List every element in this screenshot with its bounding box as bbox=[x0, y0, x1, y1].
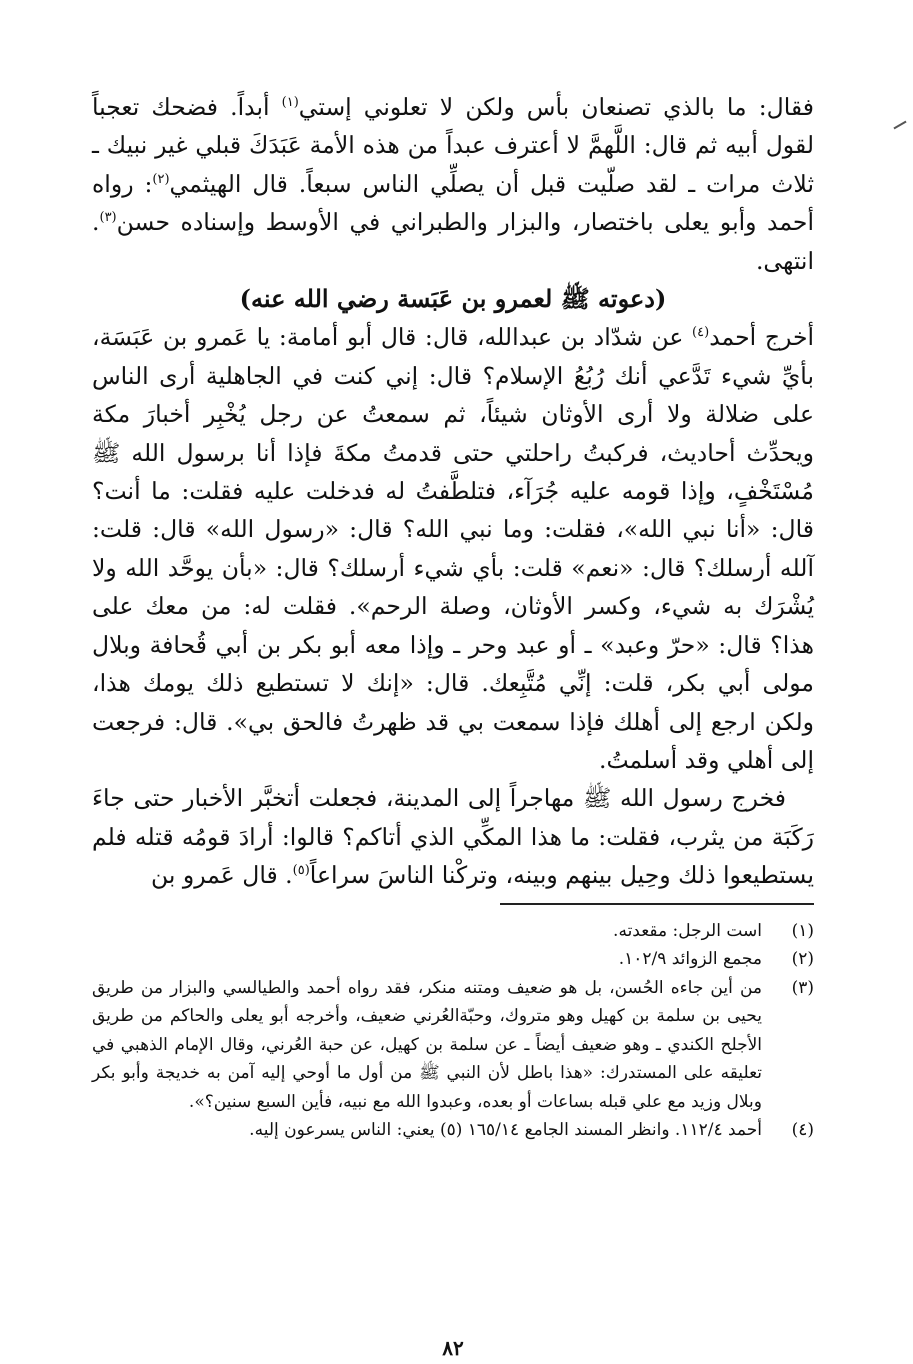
footnote-item bbox=[92, 974, 814, 1117]
footnote-separator bbox=[500, 903, 814, 905]
footnote-text: مجمع الزوائد ١٠٢/٩. bbox=[618, 949, 762, 970]
paragraph-1 bbox=[92, 88, 814, 280]
book-page bbox=[92, 88, 815, 1360]
footnote-text: من أين جاءه الحُسن، بل هو ضعيف ومتنه منكر، فقد رواه أحمد والطيالسي والبزار من طريق يحيى بن سلمة بن كهيل وهو متروك، وحبّةالعُرني ضعيف، وأخرجه أبو يعلى والحاكم من طريق الأجلح الكندي ـ وهو ضعيف أيضاً ـ عن سلمة بن كهيل، عن حبة العُرني، وقال الإمام الذهبي في تعليقه على المستدرك: «هذا باطل لأن النبي ﷺ من أول ما أوحي إليه آمن به خديجة وأبو بكر وبلال وزيد مع علي قبله بساعات أو بعده، وعبدوا الله مع نبيه، فأين السبع سنين؟». bbox=[92, 977, 762, 1112]
footnote-text: أحمد ١١٢/٤. وانظر المسند الجامع ١٦٥/١٤ (٥) يعني: الناس يسرعون إليه. bbox=[249, 1120, 762, 1141]
footnote-number: (٣) bbox=[791, 977, 814, 998]
footnote-item bbox=[92, 945, 814, 974]
text-span: فقال: ما بالذي تصنعان بأس ولكن لا تعلوني إستي bbox=[298, 93, 815, 121]
footnote-reference: (١) bbox=[281, 95, 299, 111]
footnote-item bbox=[92, 1116, 814, 1145]
footnote-reference: (٥) bbox=[292, 863, 310, 879]
text-span: أبداً. فضحك تعجباً لقول أبيه ثم قال: اللَّهمَّ لا أعترف عبداً من هذه الأمة عَبَدَكَ قبلي غير نبيك ـ ثلاث مرات ـ لقد صلّيت قبل أن يصلِّي الناس سبعاً. قال الهيثمي bbox=[92, 93, 814, 198]
footnote-number: (٢) bbox=[791, 949, 814, 970]
footnote-item bbox=[92, 917, 814, 946]
section-heading: (دعوته ﷺ لعمرو بن عَبَسة رضي الله عنه) bbox=[239, 284, 667, 314]
text-span: . انتهى. bbox=[92, 208, 814, 275]
footnotes bbox=[92, 917, 814, 1145]
text-span: فخرج رسول الله ﷺ مهاجراً إلى المدينة، فجعلت أتخبَّر الأخبار حتى جاءَ رَكَبَة من يثرب، فقلت: ما هذا المكِّي الذي أتاكم؟ قالوا: أرادَ قومُه قتله فلم يستطيعوا ذلك وحِيل بينهم وبينه، وتركْنا الناسَ سراعاً bbox=[92, 784, 814, 890]
footnote-number: (١) bbox=[791, 920, 814, 941]
footnote-text: است الرجل: مقعدته. bbox=[613, 920, 762, 941]
text-span: أخرج أحمد bbox=[709, 323, 815, 352]
page-number: ٨٢ bbox=[442, 1336, 464, 1360]
footnote-reference: (٢) bbox=[152, 171, 170, 187]
footnote-reference: (٤) bbox=[692, 325, 710, 341]
paragraph-2 bbox=[92, 318, 814, 779]
text-span: عن شدّاد بن عبدالله، قال: قال أبو أمامة: يا عَمرو بن عَبَسَة، بأيِّ شيء تَدَّعي أنك رُبُعُ الإسلام؟ قال: إني كنت في الجاهلية أرى الناس على ضلالة ولا أرى الأوثان شيئاً، ثم سمعتُ عن رجل يُخْبِر أخبارَ مكة ويحدِّث أحاديث، فركبتُ راحلتي حتى قدمتُ مكةَ فإذا أنا برسول الله ﷺ مُسْتَخْفٍ، وإذا قومه عليه جُرَآء، فتلطَّفتُ له فدخلت عليه فقلت: ما أنت؟ قال: «أنا نبي الله»، فقلت: وما نبي الله؟ قال: «رسول الله» قال: قلت: آلله أرسلك؟ قال: «نعم» قلت: بأي شيء أرسلك؟ قال: «بأن يوحَّد الله ولا يُشْرَك به شيء، وكسر الأوثان، وصلة الرحم». فقلت له: من معك على هذا؟ قال: «حرّ وعبد» ـ أو عبد وحر ـ وإذا معه أبو بكر بن أبي قُحافة وبلال مولى أبي بكر، قلت: إنِّي مُتَّبِعك. قال: «إنك لا تستطيع ذلك يومك هذا، ولكن ارجع إلى أهلك فإذا سمعت بي قد ظهرتُ فالحق بي». قال: فرجعت إلى أهلي وقد أسلمتُ. bbox=[92, 323, 814, 774]
paragraph-3 bbox=[92, 779, 814, 894]
main-text bbox=[92, 88, 814, 895]
footnote-number: (٤) bbox=[791, 1120, 814, 1141]
footnote-reference: (٣) bbox=[99, 210, 117, 226]
scan-mark bbox=[893, 121, 906, 130]
text-span: . قال عَمرو بن bbox=[150, 861, 293, 890]
text-span: : رواه أحمد وأبو يعلى باختصار، والبزار والطبراني في الأوسط وإسناده حسن bbox=[92, 169, 814, 237]
